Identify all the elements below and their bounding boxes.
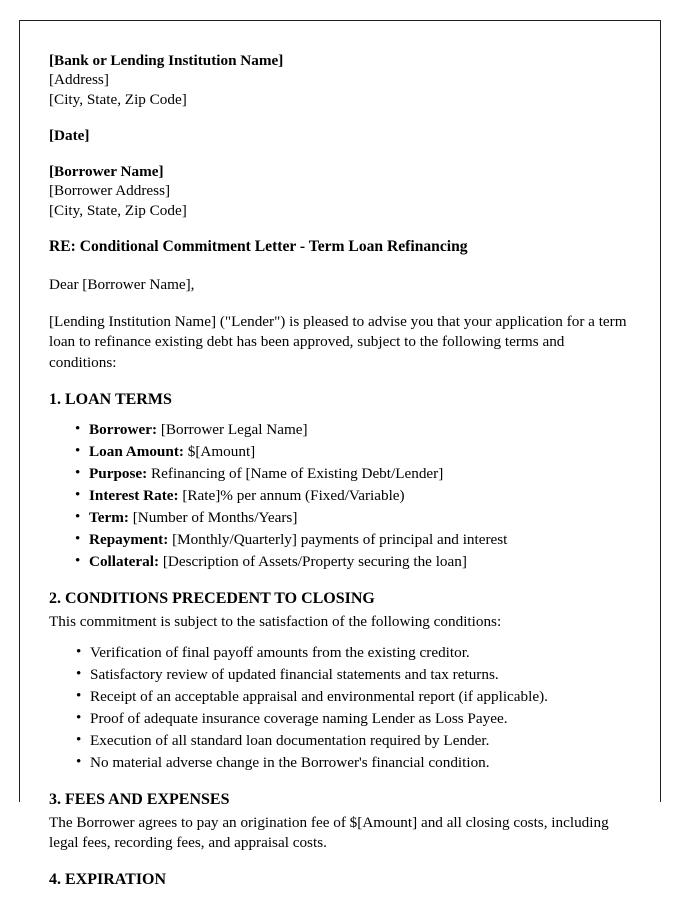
list-item bbox=[49, 485, 630, 507]
document-body bbox=[20, 21, 660, 891]
term-label: Interest Rate: bbox=[89, 486, 179, 504]
sender-name: [Bank or Lending Institution Name] bbox=[49, 52, 284, 69]
list-item bbox=[49, 529, 630, 551]
term-value: $[Amount] bbox=[187, 442, 256, 460]
section-heading-expiration: 4. EXPIRATION bbox=[49, 871, 167, 889]
intro-paragraph: [Lending Institution Name] ("Lender") is pleased to advise you that your application for a term loan to refinance existing debt has been approved, subject to the following terms and conditions: bbox=[49, 313, 627, 371]
term-label: Repayment: bbox=[89, 530, 169, 548]
letter-date: [Date] bbox=[49, 126, 90, 144]
term-value: [Description of Assets/Property securing the loan] bbox=[162, 552, 467, 570]
fees-and-expenses-body: The Borrower agrees to pay an origination fee of $[Amount] and all closing costs, including legal fees, recording fees, and appraisal costs. bbox=[49, 813, 609, 851]
conditions-list bbox=[49, 642, 630, 774]
sender-address: [Address] bbox=[49, 71, 109, 89]
list-item: • Verification of final payoff amounts from the existing creditor. bbox=[49, 642, 630, 664]
term-label: Term: bbox=[89, 508, 129, 526]
list-item bbox=[49, 419, 630, 441]
list-item bbox=[49, 551, 630, 573]
list-item bbox=[49, 463, 630, 485]
salutation: Dear [Borrower Name], bbox=[49, 276, 195, 294]
term-value: [Number of Months/Years] bbox=[132, 508, 298, 526]
subject-line: RE: Conditional Commitment Letter - Term Loan Refinancing bbox=[49, 238, 468, 256]
recipient-name: [Borrower Name] bbox=[49, 163, 164, 181]
list-item bbox=[49, 507, 630, 529]
section-heading-conditions-precedent: 2. CONDITIONS PRECEDENT TO CLOSING bbox=[49, 589, 375, 607]
sender-city-state-zip: [City, State, Zip Code] bbox=[49, 90, 187, 108]
conditions-intro: This commitment is subject to the satisfaction of the following conditions: bbox=[49, 612, 502, 630]
list-item: • Execution of all standard loan documentation required by Lender. bbox=[49, 730, 630, 752]
term-label: Borrower: bbox=[89, 420, 158, 438]
recipient-city-state-zip: [City, State, Zip Code] bbox=[49, 201, 187, 219]
term-value: [Monthly/Quarterly] payments of principal and interest bbox=[172, 530, 508, 548]
term-value: Refinancing of [Name of Existing Debt/Lender] bbox=[151, 464, 444, 482]
list-item bbox=[49, 441, 630, 463]
list-item: • Satisfactory review of updated financial statements and tax returns. bbox=[49, 664, 630, 686]
term-value: [Rate]% per annum (Fixed/Variable) bbox=[182, 486, 405, 504]
list-item: • Proof of adequate insurance coverage naming Lender as Loss Payee. bbox=[49, 708, 630, 730]
recipient-address: [Borrower Address] bbox=[49, 182, 171, 200]
section-heading-fees-and-expenses: 3. FEES AND EXPENSES bbox=[49, 790, 230, 808]
term-label: Loan Amount: bbox=[89, 442, 184, 460]
sender-address-block bbox=[49, 51, 630, 109]
document-page bbox=[19, 20, 661, 889]
term-label: Collateral: bbox=[89, 552, 160, 570]
list-item: • Receipt of an acceptable appraisal and environmental report (if applicable). bbox=[49, 686, 630, 708]
section-heading-loan-terms: 1. LOAN TERMS bbox=[49, 390, 172, 408]
term-value: [Borrower Legal Name] bbox=[160, 420, 308, 438]
list-item: • No material adverse change in the Borrower's financial condition. bbox=[49, 752, 630, 774]
term-label: Purpose: bbox=[89, 464, 148, 482]
recipient-address-block bbox=[49, 162, 630, 220]
loan-terms-list bbox=[49, 419, 630, 573]
